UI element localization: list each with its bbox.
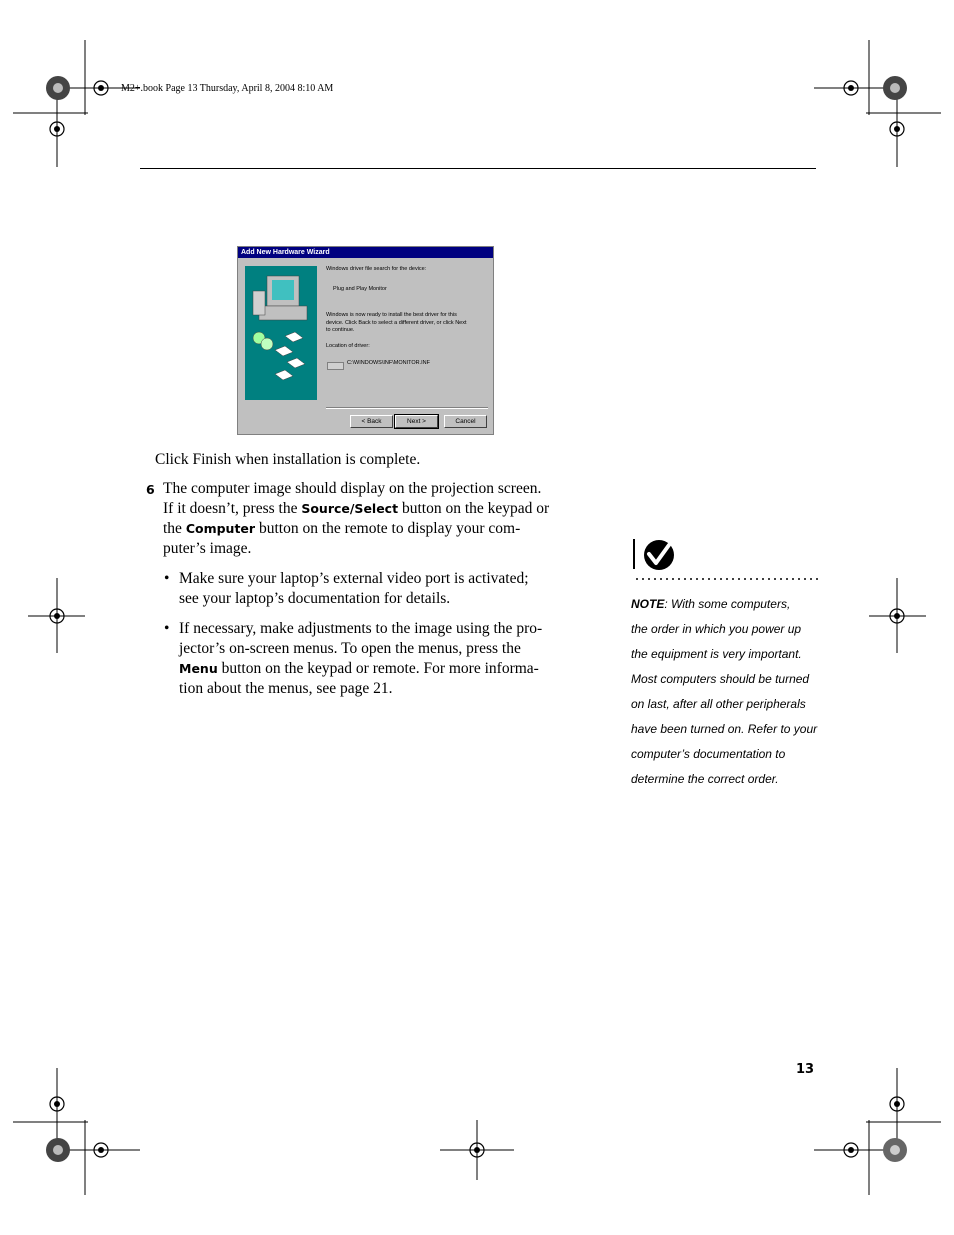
bullet-2-text xyxy=(179,619,542,699)
step-line-1: The computer image should display on the projection screen. xyxy=(163,480,542,497)
note-line-1 xyxy=(631,592,817,617)
step-text xyxy=(163,479,549,559)
dialog-ready-text-2: device. Click Back to select a different driver, or click Next xyxy=(326,319,467,326)
step-line-2-pre: If it doesn’t, press the xyxy=(163,500,302,517)
cancel-button[interactable]: Cancel xyxy=(444,415,487,428)
step-line-3-post: button on the remote to display your com- xyxy=(255,520,521,537)
drive-icon xyxy=(327,362,344,370)
note-line-6: have been turned on. Refer to your xyxy=(631,722,818,736)
note-line-2: the order in which you power up xyxy=(631,622,802,636)
note-text xyxy=(631,592,817,792)
checkmark-icon xyxy=(642,539,676,571)
finish-instruction: Click Finish when installation is complete. xyxy=(155,451,421,468)
source-select-key: Source/Select xyxy=(301,501,399,516)
note-line-3: the equipment is very important. xyxy=(631,647,802,661)
wizard-dialog xyxy=(237,246,494,435)
menu-key: Menu xyxy=(179,661,218,676)
bullet-1-marker: • xyxy=(164,570,170,587)
note-line-4: Most computers should be turned xyxy=(631,672,810,686)
dialog-location-path: C:\WINDOWS\INF\MONITOR.INF xyxy=(347,360,431,366)
computer-icon xyxy=(245,266,317,400)
step-line-4: puter’s image. xyxy=(163,540,252,557)
computer-illustration xyxy=(245,266,317,400)
bullet-1-text xyxy=(179,569,529,609)
bullet-2-line-3-post: button on the keypad or remote. For more informa- xyxy=(217,660,539,677)
note-line-8: determine the correct order. xyxy=(631,772,779,786)
bullet-2-line-2: jector’s on-screen menus. To open the menus, press the xyxy=(179,640,521,657)
top-rule xyxy=(140,168,816,169)
page-number: 13 xyxy=(796,1062,815,1077)
bullet-2-line-3 xyxy=(179,659,542,679)
bullet-2-marker: • xyxy=(164,620,170,637)
bullet-1-line-1: Make sure your laptop’s external video port is activated; xyxy=(179,570,529,587)
note-line-7: computer’s documentation to xyxy=(631,747,786,761)
dialog-device-name: Plug and Play Monitor xyxy=(333,286,387,292)
dialog-location-label: Location of driver: xyxy=(326,343,370,349)
step-line-3 xyxy=(163,519,549,539)
step-number: 6 xyxy=(146,482,155,497)
bullet-1-line-2: see your laptop’s documentation for details. xyxy=(179,590,451,607)
bullet-2-line-1: If necessary, make adjustments to the image using the pro- xyxy=(179,620,543,637)
bullet-2-line-4: tion about the menus, see page 21. xyxy=(179,680,393,697)
step-line-2 xyxy=(163,499,549,519)
note-line-1-post: : With some computers, xyxy=(664,597,791,611)
note-dotted-rule xyxy=(634,578,820,580)
note-label: NOTE xyxy=(631,597,665,611)
back-button[interactable]: < Back xyxy=(350,415,393,428)
file-header: M2+.book Page 13 Thursday, April 8, 2004 8:10 AM xyxy=(121,83,334,94)
dialog-ready-text-1: Windows is now ready to install the best driver for this xyxy=(326,312,457,318)
step-line-2-post: button on the keypad or xyxy=(398,500,550,517)
note-line-5: on last, after all other peripherals xyxy=(631,697,806,711)
dialog-search-text: Windows driver file search for the device: xyxy=(326,266,427,272)
next-button[interactable]: Next > xyxy=(395,415,438,428)
dialog-ready-text-3: to continue. xyxy=(326,327,355,333)
dialog-separator xyxy=(326,407,488,409)
note-bar xyxy=(633,539,635,569)
computer-key: Computer xyxy=(185,521,256,536)
dialog-title: Add New Hardware Wizard xyxy=(238,247,493,258)
step-line-3-pre: the xyxy=(163,520,186,537)
